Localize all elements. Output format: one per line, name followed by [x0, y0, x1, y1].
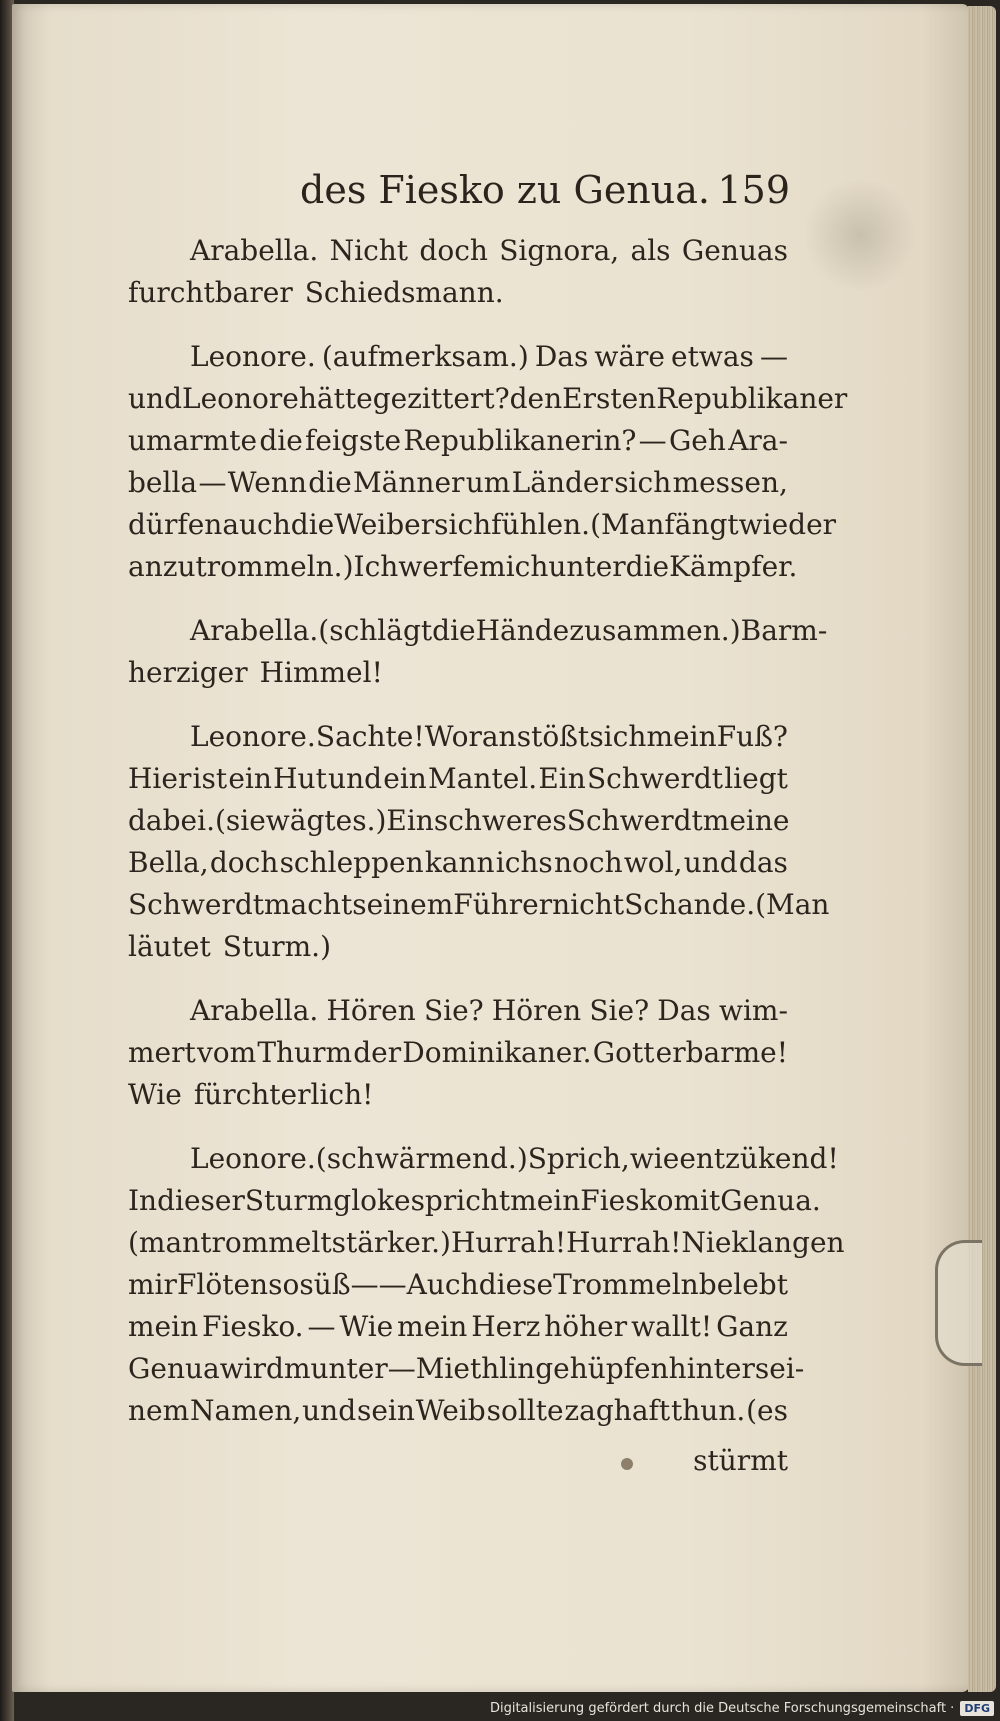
- paragraph-gap: [128, 1116, 788, 1138]
- body-text: [128, 230, 848, 1482]
- word: trommeln.): [195, 550, 354, 583]
- text-line: [128, 842, 788, 884]
- word: (man: [128, 1226, 201, 1259]
- word: Bella,: [128, 846, 209, 879]
- text-line: [128, 378, 848, 420]
- text-line: [128, 716, 788, 758]
- word: Genuas: [681, 234, 788, 267]
- word: schleppen: [279, 846, 424, 879]
- word: sich: [589, 720, 647, 753]
- word: munter: [283, 1352, 388, 1385]
- word: Hut: [273, 762, 327, 795]
- word: herziger: [128, 656, 248, 689]
- word: trommelt: [200, 1226, 332, 1259]
- word: Woran: [424, 720, 517, 753]
- word: Fiesko.: [202, 1310, 304, 1343]
- word: dieser: [157, 1184, 245, 1217]
- word: Republikaner: [656, 382, 848, 415]
- text-line: [128, 800, 788, 842]
- word: Arabella.: [190, 614, 319, 647]
- word: diese: [478, 1268, 554, 1301]
- word: Arabella.: [190, 234, 319, 267]
- word: fürchterlich!: [193, 1078, 374, 1111]
- word: umarmte: [128, 424, 258, 457]
- word: Dominikaner.: [402, 1036, 592, 1069]
- word: Hier: [128, 762, 192, 795]
- word: Leonore.: [190, 340, 316, 373]
- word: etwas: [671, 340, 754, 373]
- word: hätte: [298, 382, 373, 415]
- word: Fuß?: [716, 720, 788, 753]
- word: so: [268, 1268, 300, 1301]
- word: Ich: [353, 550, 399, 583]
- text-line: [128, 1180, 821, 1222]
- word: ist: [192, 762, 228, 795]
- word: Schwerdt: [128, 888, 264, 921]
- word: mein: [128, 1310, 199, 1343]
- word: süß: [299, 1268, 351, 1301]
- word: doch: [419, 234, 488, 267]
- word: stürmt: [693, 1444, 788, 1477]
- word: mit: [673, 1184, 721, 1217]
- word: Namen,: [190, 1394, 302, 1427]
- word: liegt: [724, 762, 788, 795]
- word: die: [432, 614, 476, 647]
- word: Hören: [491, 994, 582, 1027]
- word: wim-: [719, 994, 788, 1027]
- word: auch: [222, 508, 291, 541]
- word: schweres: [433, 804, 567, 837]
- text-line: [128, 610, 828, 652]
- word: —: [387, 1352, 416, 1385]
- running-title: des Fiesko zu Genua.: [300, 168, 710, 212]
- word: Schwerdt: [587, 762, 723, 795]
- word: Ein: [386, 804, 434, 837]
- word: thun.: [671, 1394, 746, 1427]
- word: Sie?: [589, 994, 650, 1027]
- word: Das: [534, 340, 589, 373]
- word: Schiedsmann.: [304, 276, 504, 309]
- word: klangen: [731, 1226, 845, 1259]
- word: die: [625, 550, 670, 583]
- word: messen,: [672, 466, 788, 499]
- word: Republikanerin?: [403, 424, 637, 457]
- text-line: [128, 1074, 788, 1116]
- word: Hören: [326, 994, 416, 1027]
- word: spricht: [410, 1184, 511, 1217]
- word: meine: [702, 804, 790, 837]
- word: Miethlinge: [415, 1352, 570, 1385]
- word: —: [198, 466, 227, 499]
- word: mein: [397, 1310, 468, 1343]
- word: sein: [356, 1394, 415, 1427]
- word: die: [259, 424, 303, 457]
- word: mir: [128, 1268, 177, 1301]
- word: seinem: [352, 888, 454, 921]
- word: wol,: [623, 846, 683, 879]
- word: noch: [554, 846, 623, 879]
- word: Nicht: [329, 234, 409, 267]
- word: kann: [424, 846, 495, 879]
- text-line: [128, 1390, 788, 1432]
- word: den: [509, 382, 563, 415]
- word: wäre: [594, 340, 665, 373]
- word: mich: [479, 550, 549, 583]
- text-line: [128, 1440, 788, 1482]
- word: Nie: [681, 1226, 732, 1259]
- word: Ganz: [716, 1310, 788, 1343]
- word: erbarme!: [655, 1036, 788, 1069]
- word: unter: [548, 550, 626, 583]
- word: Herz: [471, 1310, 541, 1343]
- word: wird: [219, 1352, 284, 1385]
- paragraph-gap: [128, 1432, 788, 1440]
- word: In: [128, 1184, 158, 1217]
- word: Weiber: [334, 508, 435, 541]
- text-line: [128, 230, 788, 272]
- word: Ara-: [728, 424, 788, 457]
- word: Hurrah!: [566, 1226, 682, 1259]
- page-clip: [935, 1240, 982, 1366]
- word: gezittert?: [372, 382, 510, 415]
- word: Männer: [353, 466, 465, 499]
- word: die: [290, 508, 335, 541]
- word: feigste: [305, 424, 402, 457]
- word: Sturmgloke: [244, 1184, 411, 1217]
- word: und: [328, 762, 383, 795]
- paragraph-gap: [128, 694, 788, 716]
- word: zusammen.): [569, 614, 741, 647]
- word: wägt: [265, 804, 336, 837]
- word: bella: [128, 466, 198, 499]
- word: und: [302, 1394, 357, 1427]
- word: Leonore: [182, 382, 299, 415]
- text-line: [128, 652, 788, 694]
- word: um: [465, 466, 511, 499]
- page-edges: [968, 6, 996, 1692]
- word: Länder: [511, 466, 613, 499]
- word: Fiesko: [580, 1184, 674, 1217]
- word: Leonore.: [190, 1142, 316, 1175]
- word: macht: [264, 888, 353, 921]
- text-line: [128, 336, 788, 378]
- text-line: [128, 990, 788, 1032]
- text-line: [128, 546, 798, 588]
- word: zu: [162, 550, 196, 583]
- page-number: 159: [717, 168, 790, 212]
- word: werfe: [398, 550, 480, 583]
- word: Geh: [668, 424, 726, 457]
- word: Ein: [538, 762, 586, 795]
- word: furchtbarer: [128, 276, 293, 309]
- word: Schwerdt: [566, 804, 703, 837]
- word: Wie: [128, 1078, 182, 1111]
- text-line: [128, 1306, 788, 1348]
- word: Wenn: [227, 466, 307, 499]
- word: ein: [228, 762, 272, 795]
- word: vom: [196, 1036, 257, 1069]
- paragraph-gap: [128, 314, 788, 336]
- word: höher: [544, 1310, 628, 1343]
- word: Trommeln: [553, 1268, 699, 1301]
- word: die: [308, 466, 352, 499]
- word: stärker.): [331, 1226, 451, 1259]
- word: —: [638, 424, 667, 457]
- digitization-credit: [490, 1697, 994, 1719]
- word: stößt: [516, 720, 590, 753]
- word: Leonore.: [190, 720, 316, 753]
- word: Hände: [475, 614, 570, 647]
- word: belebt: [698, 1268, 788, 1301]
- word: (sie: [214, 804, 266, 837]
- word: doch: [209, 846, 279, 879]
- word: (es: [746, 1394, 788, 1427]
- word: mein: [510, 1184, 581, 1217]
- word: der: [353, 1036, 402, 1069]
- word: Mantel.: [428, 762, 538, 795]
- word: Gott: [592, 1036, 655, 1069]
- word: Sachte!: [315, 720, 425, 753]
- text-line: [128, 1032, 788, 1074]
- word: Sie?: [423, 994, 484, 1027]
- word: Kämpfer.: [669, 550, 798, 583]
- word: wie: [629, 1142, 680, 1175]
- word: dabei.: [128, 804, 215, 837]
- paragraph-gap: [128, 968, 788, 990]
- word: (aufmerksam.): [321, 340, 529, 373]
- text-line: [128, 758, 788, 800]
- word: ——: [350, 1268, 407, 1301]
- word: und: [683, 846, 738, 879]
- word: sei-: [754, 1352, 805, 1385]
- word: Hurrah!: [450, 1226, 567, 1259]
- word: (schwärmend.): [315, 1142, 528, 1175]
- word: mert: [128, 1036, 196, 1069]
- word: (Man: [590, 508, 665, 541]
- word: wallt!: [631, 1310, 713, 1343]
- word: an: [128, 550, 163, 583]
- word: Barm-: [740, 614, 828, 647]
- word: es.): [335, 804, 387, 837]
- word: Weib: [415, 1394, 486, 1427]
- foxing-stain: [800, 180, 920, 290]
- word: nicht: [552, 888, 625, 921]
- word: wieder: [738, 508, 837, 541]
- word: Ersten: [562, 382, 657, 415]
- text-line: [128, 462, 788, 504]
- text-line: [128, 504, 837, 546]
- word: dürfen: [128, 508, 223, 541]
- word: Signora,: [499, 234, 620, 267]
- word: (Man: [755, 888, 830, 921]
- word: entzükend!: [679, 1142, 839, 1175]
- dfg-logo: DFG: [960, 1701, 994, 1716]
- word: Sturm.): [222, 930, 331, 963]
- word: Schande.: [624, 888, 756, 921]
- text-line: [128, 1222, 845, 1264]
- word: (schlägt: [318, 614, 433, 647]
- word: das: [738, 846, 788, 879]
- word: Arabella.: [190, 994, 319, 1027]
- word: Himmel!: [259, 656, 383, 689]
- word: mein: [646, 720, 717, 753]
- word: zaghaft: [564, 1394, 671, 1427]
- word: sich: [614, 466, 672, 499]
- word: nem: [128, 1394, 190, 1427]
- word: und: [128, 382, 182, 415]
- word: ichs: [495, 846, 553, 879]
- word: —: [759, 340, 788, 373]
- word: ein: [383, 762, 427, 795]
- word: Flöten: [176, 1268, 269, 1301]
- word: Führer: [453, 888, 553, 921]
- word: fühlen.: [491, 508, 591, 541]
- word: als: [630, 234, 671, 267]
- text-line: [128, 1348, 805, 1390]
- credit-text: Digitalisierung gefördert durch die Deutsche Forschungsgemeinschaft ·: [489, 1700, 955, 1716]
- word: hüpfen: [569, 1352, 669, 1385]
- word: Wie: [339, 1310, 394, 1343]
- paragraph-gap: [128, 588, 788, 610]
- word: fängt: [664, 508, 739, 541]
- text-line: [128, 1264, 788, 1306]
- text-line: [128, 272, 788, 314]
- word: Sprich,: [527, 1142, 630, 1175]
- word: Genua.: [720, 1184, 821, 1217]
- word: Das: [657, 994, 711, 1027]
- word: sollte: [486, 1394, 564, 1427]
- text-line: [128, 1138, 839, 1180]
- text-line: [128, 884, 830, 926]
- text-line: [128, 420, 788, 462]
- word: Auch: [406, 1268, 479, 1301]
- running-header: [300, 168, 790, 218]
- word: sich: [434, 508, 492, 541]
- word: Genua: [128, 1352, 220, 1385]
- word: Thurm: [257, 1036, 353, 1069]
- word: —: [307, 1310, 336, 1343]
- word: läutet: [128, 930, 211, 963]
- text-line: [128, 926, 788, 968]
- word: hinter: [668, 1352, 755, 1385]
